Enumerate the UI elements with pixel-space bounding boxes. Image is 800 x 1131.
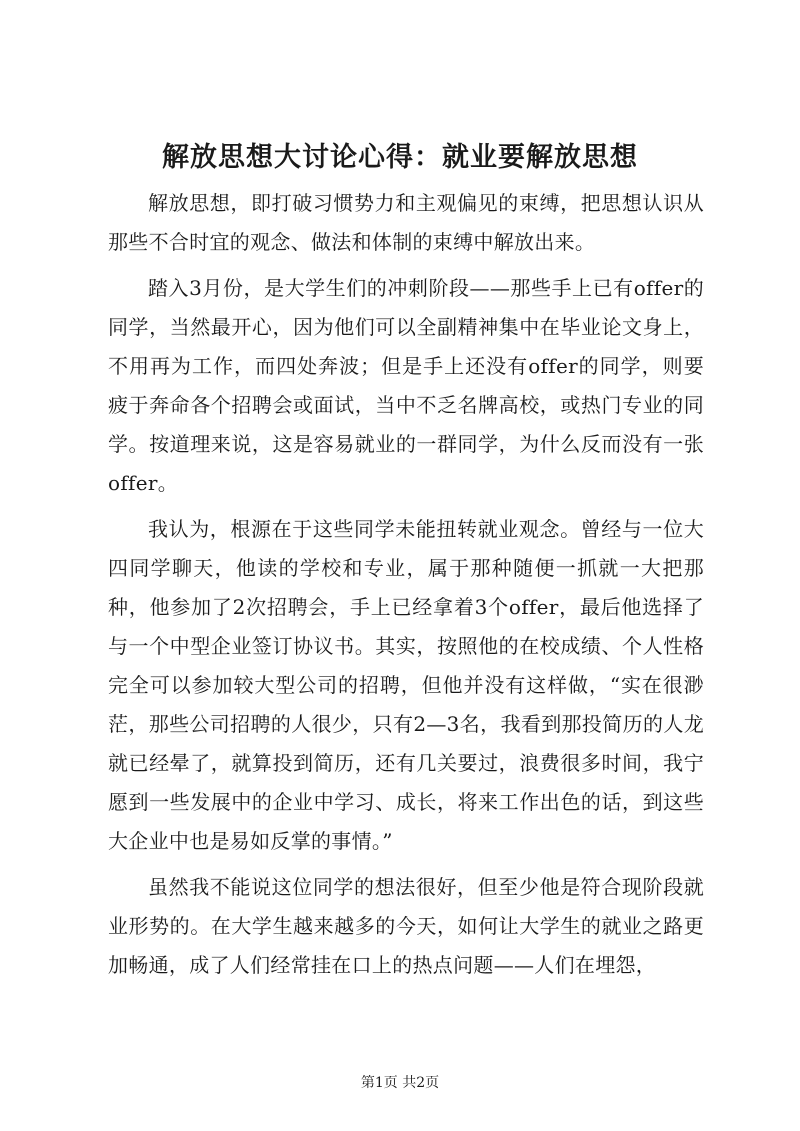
paragraph-1: 解放思想，即打破习惯势力和主观偏见的束缚，把思想认识从那些不合时宜的观念、做法和体制的束缚中解放出来。 (108, 191, 704, 254)
paragraph-2: 踏入3月份，是大学生们的冲刺阶段——那些手上已有offer的同学，当然最开心，因为他们可以全副精神集中在毕业论文身上，不用再为工作，而四处奔波；但是手上还没有offer的同学，则要疲于奔命各个招聘会或面试，当中不乏名牌高校，或热门专业的同学。按道理来说，这是容易就业的一群同学，为什么反而没有一张offer。 (108, 276, 704, 495)
page-number-footer: 第1页 共2页 (360, 1075, 440, 1091)
paragraph-3: 我认为，根源在于这些同学未能扭转就业观念。曾经与一位大四同学聊天，他读的学校和专业，属于那种随便一抓就一大把那种，他参加了2次招聘会，手上已经拿着3个offer，最后他选择了与一个中型企业签订协议书。其实，按照他的在校成绩、个人性格完全可以参加较大型公司的招聘，但他并没有这样做，“实在很渺茫，那些公司招聘的人很少，只有2—3名，我看到那投简历的人龙就已经晕了，就算投到简历，还有几关要过，浪费很多时间，我宁愿到一些发展中的企业中学习、成长，将来工作出色的话，到这些大企业中也是易如反掌的事情。” (108, 517, 704, 853)
paragraph-4: 虽然我不能说这位同学的想法很好，但至少他是符合现阶段就业形势的。在大学生越来越多的今天，如何让大学生的就业之路更加畅通，成了人们经常挂在口上的热点问题——人们在埋怨， (108, 875, 704, 977)
document-body (108, 184, 704, 992)
document-title: 解放思想大讨论心得：就业要解放思想 (162, 142, 638, 173)
